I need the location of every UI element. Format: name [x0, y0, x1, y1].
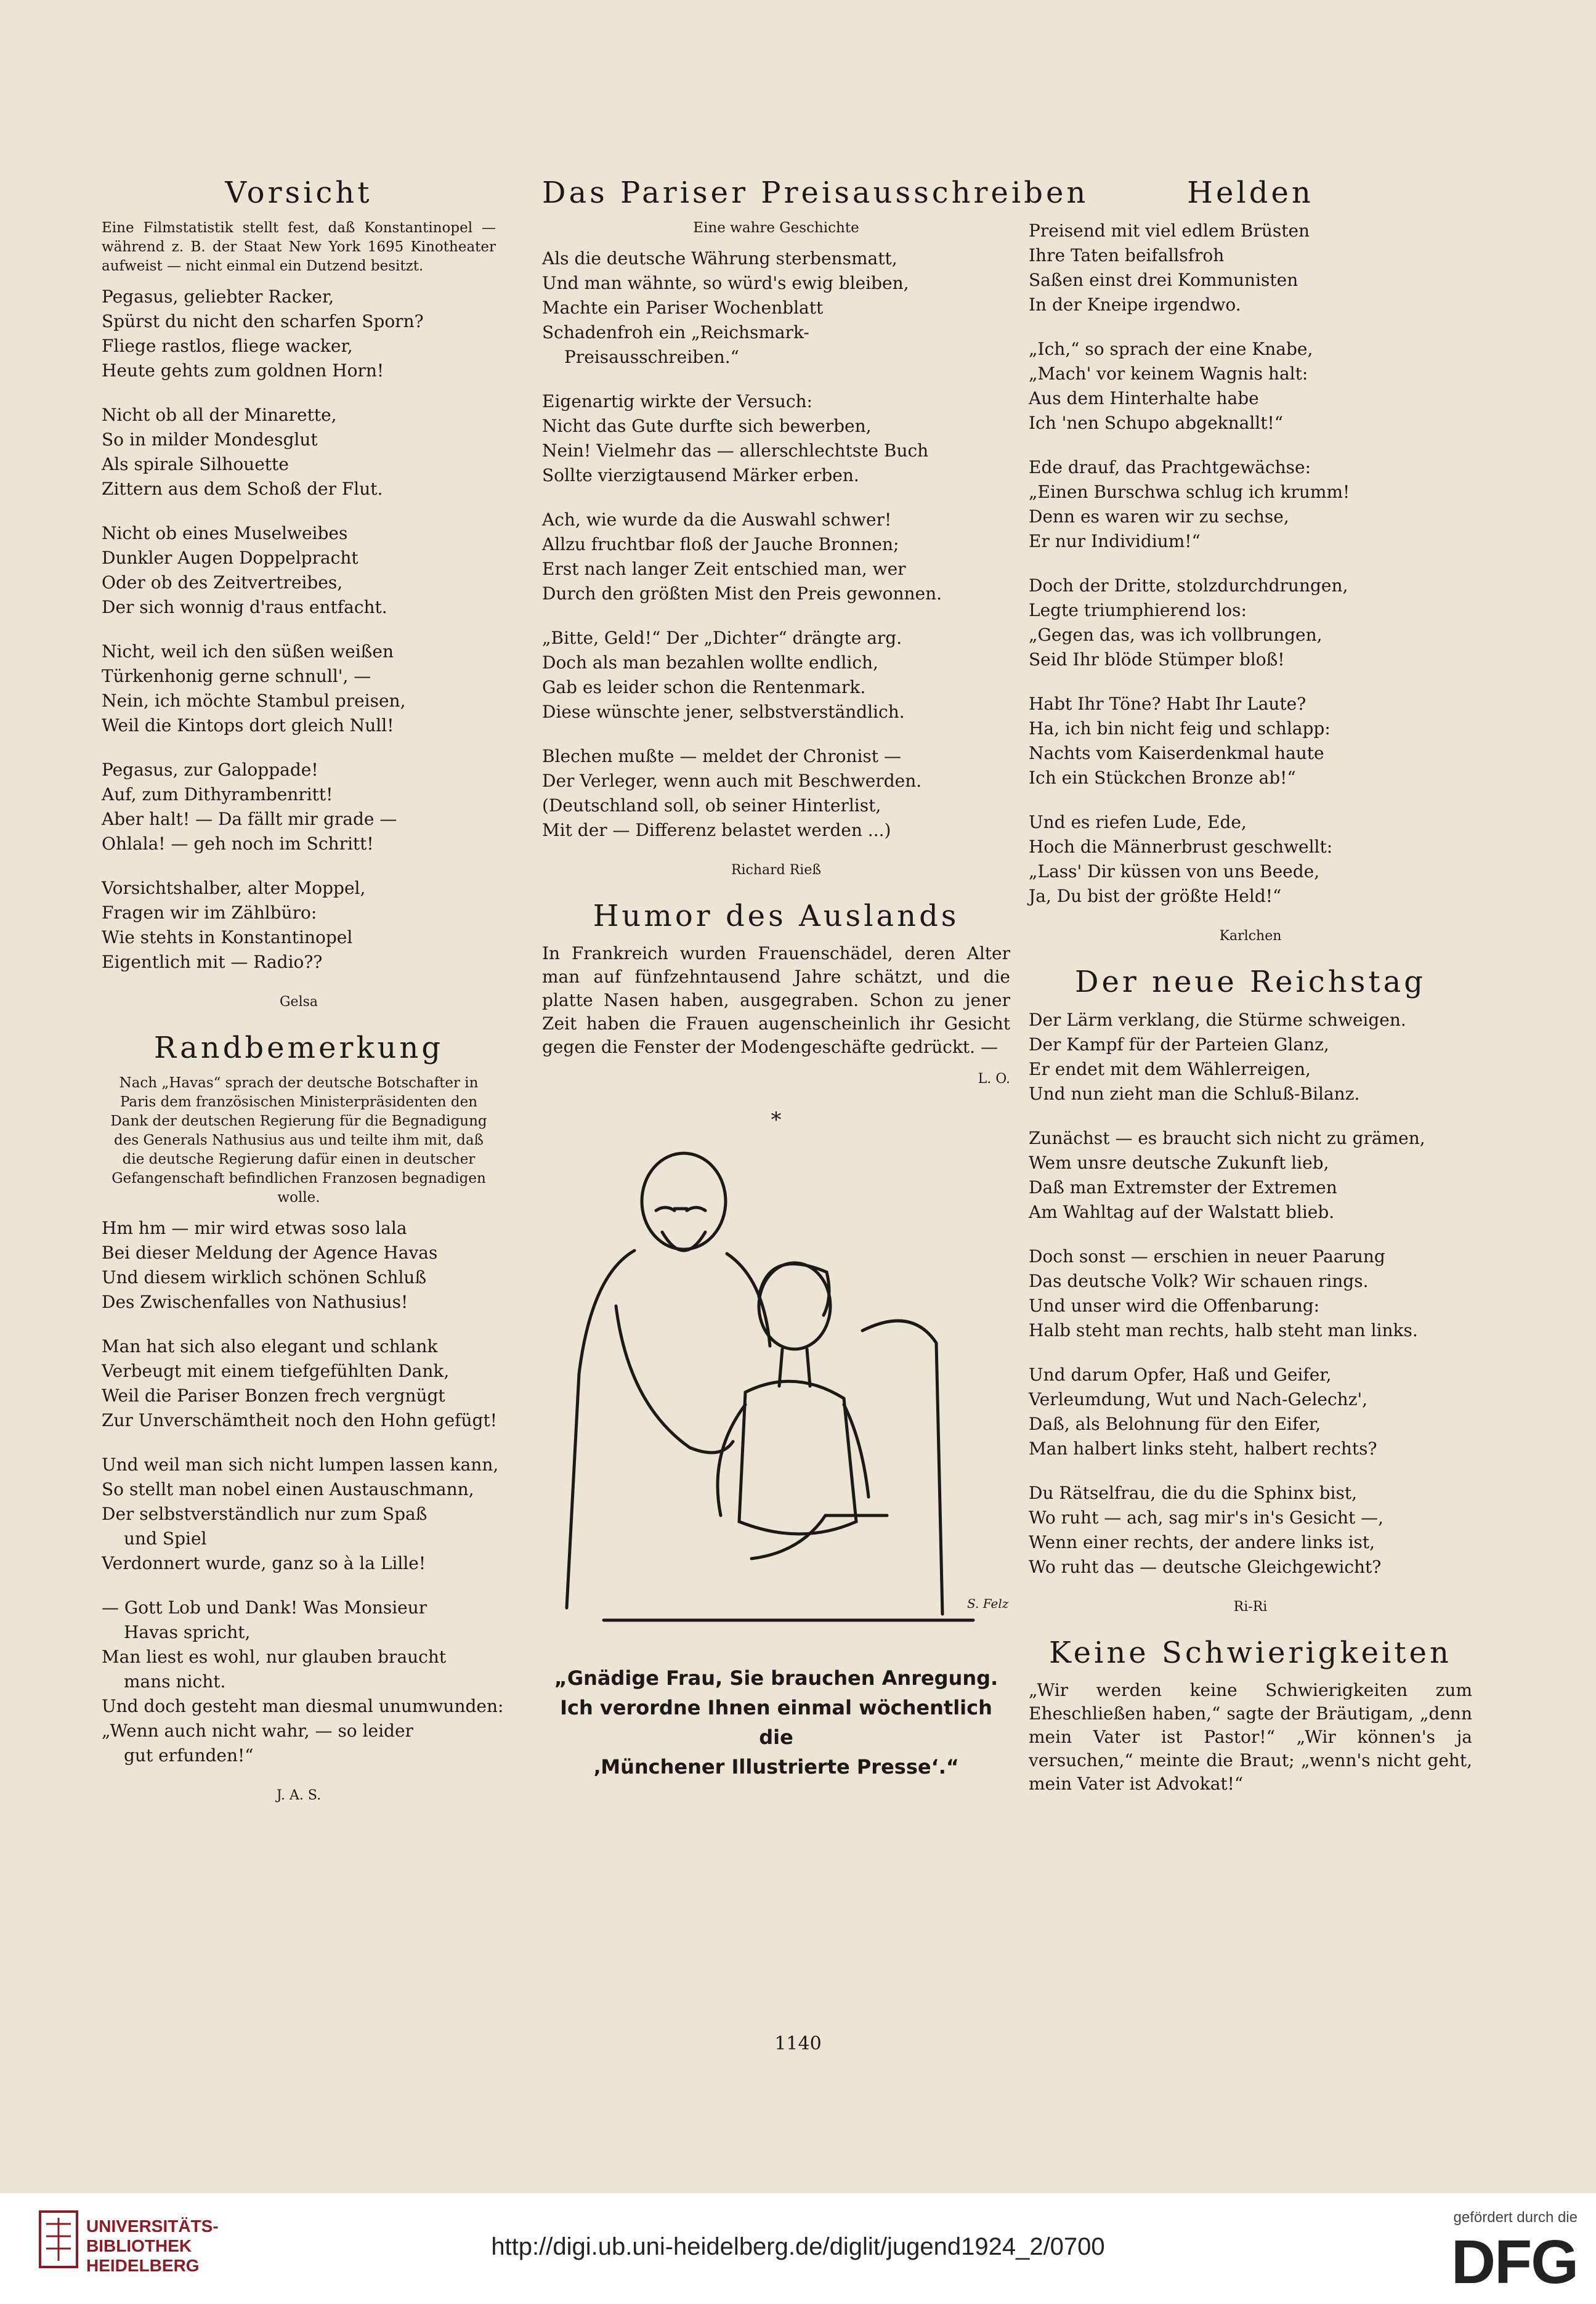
poem-line: „Einen Burschwa schlug ich krumm! — [1029, 482, 1350, 502]
poem-title-randbemerkung: Randbemerkung — [153, 1031, 444, 1065]
poem-line: Eigenartig wirkte der Versuch: — [542, 391, 812, 412]
poem-line: Pegasus, zur Galoppade! — [102, 760, 318, 780]
poem-line: Man hat sich also elegant und schlank — [102, 1336, 438, 1357]
poem-line: Als die deutsche Währung sterbensmatt, — [542, 248, 897, 269]
poem-line: Ede drauf, das Prachtgewächse: — [1029, 457, 1311, 477]
poem-line: Nachts vom Kaiserdenkmal haute — [1029, 743, 1324, 763]
logo-line: BIBLIOTHEK — [86, 2236, 192, 2255]
lady-dress — [739, 1381, 856, 1534]
poem-line: Und nun zieht man die Schluß-Bilanz. — [1029, 1084, 1360, 1104]
poem-line: Und es riefen Lude, Ede, — [1029, 812, 1247, 832]
stanza — [1029, 1244, 1472, 1343]
poem-line: Aber halt! — Da fällt mir grade — — [102, 809, 397, 829]
poem-helden — [1029, 219, 1472, 909]
poem-line: Wenn einer rechts, der andere links ist, — [1029, 1532, 1375, 1552]
poem-line: Am Wahltag auf der Walstatt blieb. — [1029, 1202, 1335, 1222]
signature-randbemerkung: J. A. S. — [276, 1788, 322, 1803]
poem-title-preisausschreiben: Das Pariser Preisausschreiben — [542, 176, 1089, 210]
poem-line: Auf, zum Dithyrambenritt! — [102, 784, 333, 805]
stanza — [1029, 574, 1472, 672]
poem-line: Ohlala! — geh noch im Schritt! — [102, 834, 374, 854]
poem-line: Doch der Dritte, stolzdurchdrungen, — [1029, 575, 1348, 596]
poem-line: Daß, als Belohnung für den Eifer, — [1029, 1414, 1321, 1434]
poem-preisausschreiben — [542, 246, 1010, 843]
poem-line: Und diesem wirklich schönen Schluß — [102, 1267, 427, 1288]
stanza — [102, 521, 496, 620]
poem-line: Als spirale Silhouette — [102, 454, 289, 474]
poem-line: Man halbert links steht, halbert rechts? — [1029, 1438, 1377, 1459]
poem-line: Verleumdung, Wut und Nach-Gelechz', — [1029, 1389, 1368, 1410]
poem-line: Das deutsche Volk? Wir schauen rings. — [1029, 1271, 1369, 1291]
poem-line: Aus dem Hinterhalte habe — [1029, 388, 1259, 408]
poem-line: Sollte vierzigtausend Märker erben. — [542, 465, 859, 485]
poem-line: Oder ob des Zeitvertreibes, — [102, 572, 343, 593]
poem-line: Ja, Du bist der größte Held!“ — [1029, 886, 1282, 906]
poem-line: Saßen einst drei Kommunisten — [1029, 270, 1298, 290]
stanza — [102, 403, 496, 501]
doctor-head — [642, 1153, 726, 1249]
poem-title-helden: Helden — [1187, 176, 1314, 210]
page-number: 1140 — [774, 2033, 822, 2055]
poem-line: Daß man Extremster der Extremen — [1029, 1177, 1337, 1198]
stanza — [102, 639, 496, 738]
stanza — [1029, 1008, 1472, 1106]
stanza — [102, 876, 496, 975]
poem-line: Vorsichtshalber, alter Moppel, — [102, 878, 366, 898]
poem-line: Ihre Taten beifallsfroh — [1029, 245, 1225, 266]
stanza — [102, 1216, 496, 1315]
poem-line: mans nicht. — [124, 1671, 226, 1692]
section-title-humor: Humor des Auslands — [593, 899, 960, 933]
stanza — [1029, 1126, 1472, 1225]
stanza — [1029, 1363, 1472, 1461]
column-right — [1029, 176, 1472, 1808]
poem-line: Der Verleger, wenn auch mit Beschwerden. — [542, 771, 922, 791]
illustrator-signature: S. Felz — [967, 1596, 1009, 1611]
stanza — [542, 744, 1010, 843]
poem-line: gut erfunden!“ — [124, 1745, 254, 1766]
column-left — [102, 176, 504, 1824]
poem-line: Wem unsre deutsche Zukunft lieb, — [1029, 1153, 1329, 1173]
poem-line: Hoch die Männerbrust geschwellt: — [1029, 837, 1333, 857]
poem-line: Verbeugt mit einem tiefgefühlten Dank, — [102, 1361, 450, 1381]
poem-line: Türkenhonig gerne schnull', — — [102, 666, 371, 686]
poem-line: Hm hm — mir wird etwas soso lala — [102, 1218, 407, 1238]
poem-title-vorsicht: Vorsicht — [225, 176, 373, 210]
poem-line: Habt Ihr Töne? Habt Ihr Laute? — [1029, 694, 1306, 714]
poem-line: Nicht, weil ich den süßen weißen — [102, 641, 394, 662]
poem-line: Fliege rastlos, fliege wacker, — [102, 336, 353, 356]
cartoon-drawing — [542, 1146, 1010, 1639]
logo-line: HEIDELBERG — [86, 2256, 200, 2275]
poem-line: Nein! Vielmehr das — allerschlechtste Buch — [542, 440, 929, 461]
poem-reichstag — [1029, 1008, 1472, 1580]
poem-line: Pegasus, geliebter Racker, — [102, 286, 334, 307]
poem-line: Preisend mit viel edlem Brüsten — [1029, 221, 1310, 241]
poem-line: Du Rätselfrau, die du die Sphinx bist, — [1029, 1483, 1357, 1503]
caption-line: ‚Münchener Illustrierte Presse‘.“ — [593, 1755, 959, 1779]
poem-line: Doch sonst — erschien in neuer Paarung — [1029, 1246, 1385, 1267]
poem-line: Nicht ob eines Muselweibes — [102, 523, 348, 543]
stanza — [542, 508, 1010, 606]
poem-line: Gab es leider schon die Rentenmark. — [542, 677, 866, 697]
lady-hair — [759, 1264, 829, 1315]
stanza — [542, 389, 1010, 488]
section-title-keine: Keine Schwierigkeiten — [1049, 1636, 1452, 1670]
poem-line: Und weil man sich nicht lumpen lassen kann, — [102, 1454, 499, 1475]
poem-line: Der sich wonnig d'raus entfacht. — [102, 597, 387, 617]
poem-line: Der selbstverständlich nur zum Spaß — [102, 1504, 427, 1524]
stanza — [102, 1334, 496, 1433]
poem-line: „Wenn auch nicht wahr, — so leider — [102, 1721, 413, 1741]
poem-line: „Ich,“ so sprach der eine Knabe, — [1029, 339, 1313, 359]
signature-preisausschreiben: Richard Rieß — [731, 862, 822, 878]
stanza — [102, 285, 496, 383]
poem-line: Halb steht man rechts, halb steht man links. — [1029, 1320, 1418, 1341]
poem-line: Doch als man bezahlen wollte endlich, — [542, 652, 878, 673]
poem-line: Legte triumphierend los: — [1029, 600, 1247, 620]
poem-line: „Lass' Dir küssen von uns Beede, — [1029, 861, 1320, 882]
poem-line: Ich 'nen Schupo abgeknallt!“ — [1029, 413, 1284, 433]
poem-line: Eigentlich mit — Radio?? — [102, 952, 323, 972]
poem-line: Denn es waren wir zu sechse, — [1029, 506, 1289, 527]
poem-randbemerkung — [102, 1216, 504, 1768]
poem-line: In der Kneipe irgendwo. — [1029, 294, 1241, 315]
poem-line: Wo ruht — ach, sag mir's in's Gesicht —, — [1029, 1507, 1384, 1528]
poem-line: Zur Unverschämtheit noch den Hohn gefügt! — [102, 1410, 497, 1430]
dfg-logo[interactable]: DFG — [1451, 2228, 1578, 2297]
poem-line: Ach, wie wurde da die Auswahl schwer! — [542, 509, 892, 530]
funding-note: gefördert durch die — [1453, 2209, 1578, 2226]
separator-star: * — [771, 1108, 782, 1132]
poem-line: Zittern aus dem Schoß der Flut. — [102, 479, 383, 499]
stanza — [1029, 810, 1472, 909]
stanza — [102, 1596, 504, 1768]
poem-line: Diese wünschte jener, selbstverständlich. — [542, 702, 905, 722]
poem-line: Dunkler Augen Doppelpracht — [102, 548, 358, 568]
poem-line: Mit der — Differenz belastet werden ...) — [542, 820, 891, 840]
stanza — [1029, 337, 1472, 436]
stanza — [542, 246, 1010, 370]
poem-line: Allzu fruchtbar floß der Jauche Bronnen; — [542, 534, 899, 554]
logo-line: UNIVERSITÄTS- — [86, 2217, 219, 2236]
poem-line: So in milder Mondesglut — [102, 429, 318, 450]
poem-line: Er endet mit dem Wählerreigen, — [1029, 1059, 1311, 1079]
poem-line: Havas spricht, — [124, 1622, 251, 1642]
stanza — [1029, 692, 1472, 790]
stanza — [542, 626, 1010, 724]
poem-line: Preisausschreiben.“ — [564, 347, 739, 367]
signature-vorsicht: Gelsa — [279, 994, 318, 1010]
poem-line: — Gott Lob und Dank! Was Monsieur — [102, 1597, 427, 1618]
poem-line: Er nur Individium!“ — [1029, 531, 1201, 551]
stanza — [102, 1453, 499, 1576]
caption-line: „Gnädige Frau, Sie brauchen Anregung. — [554, 1666, 999, 1690]
signature-helden: Karlchen — [1219, 928, 1282, 944]
poem-line: Schadenfroh ein „Reichsmark- — [542, 322, 809, 343]
stanza — [1029, 1481, 1472, 1580]
poem-line: Nicht das Gute durfte sich bewerben, — [542, 416, 872, 436]
poem-line: Ha, ich bin nicht feig und schlapp: — [1029, 718, 1331, 739]
column-middle — [542, 176, 1089, 1782]
poem-line: Des Zwischenfalles von Nathusius! — [102, 1292, 408, 1312]
stanza — [1029, 455, 1472, 554]
poem-line: (Deutschland soll, ob seiner Hinterlist, — [542, 795, 881, 816]
poem-vorsicht — [102, 285, 496, 975]
signature-reichstag: Ri-Ri — [1233, 1599, 1268, 1615]
poem-line: Nicht ob all der Minarette, — [102, 405, 337, 425]
poem-line: Spürst du nicht den scharfen Sporn? — [102, 311, 424, 331]
lady-head — [759, 1263, 830, 1349]
poem-line: Und man wähnte, so würd's ewig bleiben, — [542, 273, 909, 293]
subtitle-preisausschreiben: Eine wahre Geschichte — [693, 220, 859, 236]
poem-line: „Bitte, Geld!“ Der „Dichter“ drängte arg. — [542, 628, 902, 648]
poem-line: Der Kampf für der Parteien Glanz, — [1029, 1034, 1329, 1055]
poem-line: „Mach' vor keinem Wagnis halt: — [1029, 363, 1308, 384]
doctor-arm — [616, 1306, 733, 1453]
poem-line: Durch den größten Mist den Preis gewonnen. — [542, 583, 942, 604]
poem-line: Und unser wird die Offenbarung: — [1029, 1296, 1320, 1316]
poem-line: Wo ruht das — deutsche Gleichgewicht? — [1029, 1557, 1382, 1577]
poem-line: Und doch gesteht man diesmal unumwunden: — [102, 1696, 504, 1716]
poem-line: Fragen wir im Zählbüro: — [102, 903, 317, 923]
doctor-glasses — [656, 1207, 705, 1211]
poem-line: Ich ein Stückchen Bronze ab!“ — [1029, 768, 1296, 788]
poem-line: Nein, ich möchte Stambul preisen, — [102, 691, 406, 711]
poem-line: Verdonnert wurde, ganz so à la Lille! — [102, 1553, 426, 1573]
text-keine: „Wir werden keine Schwierigkeiten zum Eheschließen haben,“ sagte der Bräutigam, „denn mein Vater ist Pastor!“ „Wir können's ja versuchen,“ meinte die Braut; „wenn's nicht geht, mein Vater ist Advokat!“ — [1029, 1680, 1472, 1794]
signature-humor: L. O. — [978, 1071, 1010, 1087]
intro-randbemerkung: Nach „Havas“ sprach der deutsche Botschafter in Paris dem französischen Ministerpräsidenten den Dank der deutschen Regierung für die Begnadigung des Generals Nathusius aus und teilte ihm mit, daß die deutsche Regierung dafür einen in deutscher Gefangenschaft befindlichen Franzosen begnadigen wolle. — [110, 1075, 487, 1206]
poem-line: Erst nach langer Zeit entschied man, wer — [542, 559, 906, 579]
stanza — [102, 758, 496, 856]
poem-line: Machte ein Pariser Wochenblatt — [542, 298, 824, 318]
poem-title-reichstag: Der neue Reichstag — [1075, 965, 1426, 999]
cartoon-illustration — [542, 1146, 1010, 1639]
stanza — [1029, 219, 1472, 317]
text-humor: In Frankreich wurden Frauenschädel, deren Alter man auf fünfzehntausend Jahre schätzt, und die platte Nasen haben, ausgegraben. Schon zu jener Zeit haben die Frauen augenscheinlich ihr Gesicht gegen die Fenster der Modengeschäfte gedrückt. — — [542, 943, 1010, 1057]
poem-line: „Gegen das, was ich vollbrungen, — [1029, 625, 1323, 645]
poem-line: Bei dieser Meldung der Agence Havas — [102, 1243, 438, 1263]
cartoon-caption — [542, 1663, 1010, 1782]
intro-vorsicht: Eine Filmstatistik stellt fest, daß Konstantinopel — während z. B. der Staat New York 1695 Kinotheater aufweist — nicht einmal ein Dutzend besitzt. — [102, 220, 496, 274]
poem-line: Der Lärm verklang, die Stürme schweigen. — [1029, 1010, 1406, 1030]
poem-line: Blechen mußte — meldet der Chronist — — [542, 746, 901, 766]
poem-line: Weil die Kintops dort gleich Null! — [102, 715, 394, 736]
poem-line: Weil die Pariser Bonzen frech vergnügt — [102, 1385, 445, 1406]
poem-line: Zunächst — es braucht sich nicht zu grämen, — [1029, 1128, 1425, 1148]
poem-line: So stellt man nobel einen Austauschmann, — [102, 1479, 474, 1499]
caption-line: Ich verordne Ihnen einmal wöchentlich die — [560, 1696, 992, 1749]
poem-line: Heute gehts zum goldnen Horn! — [102, 360, 384, 381]
poem-line: Seid Ihr blöde Stümper bloß! — [1029, 649, 1285, 670]
poem-line: Wie stehts in Konstantinopel — [102, 927, 353, 947]
poem-line: Man liest es wohl, nur glauben braucht — [102, 1647, 447, 1667]
poem-line: und Spiel — [124, 1528, 207, 1549]
source-url-link[interactable]: http://digi.ub.uni-heidelberg.de/diglit/jugend1924_2/0700 — [491, 2233, 1105, 2260]
poem-line: Und darum Opfer, Haß und Geifer, — [1029, 1365, 1332, 1385]
